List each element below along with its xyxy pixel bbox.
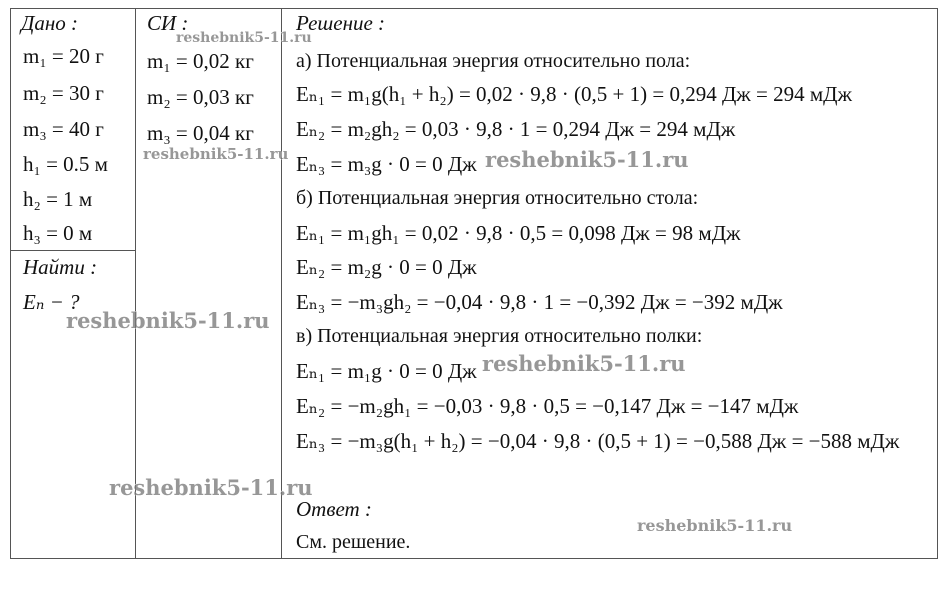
watermark: reshebnik5-11.ru — [637, 516, 793, 535]
solution-b-e2: Eₙ₂ = m₂g · 0 = 0 Дж — [296, 255, 477, 279]
solution-b-e1: Eₙ₁ = m₁gh₁ = 0,02 · 9,8 · 0,5 = 0,098 Дж = 98 мДж — [296, 221, 741, 245]
divider-given-find — [11, 250, 135, 251]
watermark: reshebnik5-11.ru — [66, 308, 270, 333]
solution-a-e3: Eₙ₃ = m₃g · 0 = 0 Дж — [296, 152, 477, 176]
answer-text: См. решение. — [296, 531, 411, 553]
watermark: reshebnik5-11.ru — [109, 475, 313, 500]
given-m3: m₃ = 40 г — [23, 117, 104, 141]
solution-c-e2: Eₙ₂ = −m₂gh₁ = −0,03 · 9,8 · 0,5 = −0,147 Дж = −147 мДж — [296, 394, 799, 418]
watermark: reshebnik5-11.ru — [176, 30, 312, 46]
given-m1: m₁ = 20 г — [23, 44, 104, 68]
si-m3: m₃ = 0,04 кг — [147, 121, 254, 145]
solution-a-e1: Eₙ₁ = m₁g(h₁ + h₂) = 0,02 · 9,8 · (0,5 + 1) = 0,294 Дж = 294 мДж — [296, 82, 853, 106]
answer-header: Ответ : — [296, 497, 372, 521]
solution-part-a: а) Потенциальная энергия относительно пола: — [296, 50, 691, 72]
given-h1: h₁ = 0.5 м — [23, 152, 108, 176]
solution-part-b: б) Потенциальная энергия относительно стола: — [296, 187, 699, 209]
solution-header: Решение : — [296, 11, 386, 35]
given-h2: h₂ = 1 м — [23, 187, 93, 211]
si-m1: m₁ = 0,02 кг — [147, 49, 254, 73]
solution-part-c: в) Потенциальная энергия относительно полки: — [296, 325, 703, 347]
watermark: reshebnik5-11.ru — [143, 145, 289, 163]
given-m2: m₂ = 30 г — [23, 81, 104, 105]
solution-a-e2: Eₙ₂ = m₂gh₂ = 0,03 · 9,8 · 1 = 0,294 Дж = 294 мДж — [296, 117, 736, 141]
find-value: Eₙ − ? — [23, 290, 80, 314]
si-m2: m₂ = 0,03 кг — [147, 85, 254, 109]
watermark: reshebnik5-11.ru — [485, 147, 689, 172]
given-h3: h₃ = 0 м — [23, 221, 93, 245]
solution-b-e3: Eₙ₃ = −m₃gh₂ = −0,04 · 9,8 · 1 = −0,392 Дж = −392 мДж — [296, 290, 783, 314]
watermark: reshebnik5-11.ru — [482, 351, 686, 376]
find-header: Найти : — [23, 255, 98, 279]
solution-c-e1: Eₙ₁ = m₁g · 0 = 0 Дж — [296, 359, 477, 383]
si-header: СИ : — [147, 11, 189, 35]
given-header: Дано : — [21, 11, 79, 35]
solution-c-e3: Eₙ₃ = −m₃g(h₁ + h₂) = −0,04 · 9,8 · (0,5 + 1) = −0,588 Дж = −588 мДж — [296, 429, 900, 453]
